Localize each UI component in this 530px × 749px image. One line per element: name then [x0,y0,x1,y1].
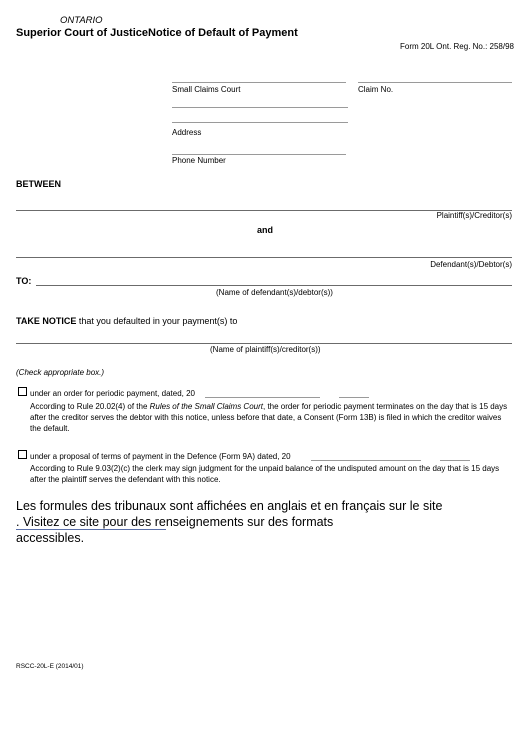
and-label: and [257,225,274,235]
website-link-underline[interactable] [16,529,166,530]
option1-checkbox[interactable] [18,387,27,396]
address-label: Address [172,128,202,137]
address-field-line-2[interactable] [172,122,348,123]
between-label: BETWEEN [16,179,61,189]
province-label: ONTARIO [60,15,103,26]
take-notice-rest: that you defaulted in your payment(s) to [76,316,238,326]
form-code: RSCC-20L-E (2014/01) [16,663,84,670]
option1-date-field[interactable] [205,397,320,398]
option1-text [30,401,508,434]
plaintiff-label: Plaintiff(s)/Creditor(s) [436,211,512,220]
option2-year-field[interactable] [440,460,470,461]
claim-number-field[interactable] [358,82,512,83]
option1-text-part1: According to Rule 20.02(4) of the [30,402,150,411]
check-instruction: (Check appropriate box.) [16,368,105,377]
option1-text-part2: , the order for periodic payment terminates on the day that is 15 days after the creditor serves the debtor with this notice, unless before that date, a Consent (Form 13B) is filed in which the creditor waives the default. [30,402,508,433]
option2-date-field[interactable] [311,460,421,461]
take-notice-bold: TAKE NOTICE [16,316,77,326]
form-title: Notice of Default of Payment [148,27,298,39]
defendant-field[interactable] [16,257,512,258]
option2-label: under a proposal of terms of payment in the Defence (Form 9A) dated, 20 [30,452,291,461]
french-notice-line-3: accessibles. [16,531,85,545]
french-notice-line-1: Les formules des tribunaux sont affichées en anglais et en français sur le site [16,499,443,513]
french-notice [16,498,516,546]
take-notice-text [16,316,237,327]
option1-year-field[interactable] [339,397,369,398]
plaintiff-name-field[interactable] [16,343,512,344]
court-label: Small Claims Court [172,85,241,94]
court-name-field[interactable] [172,82,346,83]
option1-rules-title: Rules of the Small Claims Court [149,402,263,411]
form-heading [16,27,298,39]
address-field-line-1[interactable] [172,107,348,108]
option1-label: under an order for periodic payment, dated, 20 [30,389,195,398]
claim-label: Claim No. [358,85,394,94]
plaintiff-name-label: (Name of plaintiff(s)/creditor(s)) [210,345,321,354]
option2-text: According to Rule 9.03(2)(c) the clerk may sign judgment for the unpaid balance of the undisputed amount on the day that is 15 days after the plaintiff serves the defendant with this notice. [30,464,500,484]
phone-label: Phone Number [172,156,226,165]
defendant-label: Defendant(s)/Debtor(s) [430,260,512,269]
court-name: Superior Court of Justice [16,27,149,39]
option2-checkbox[interactable] [18,450,27,459]
defendant-name-field[interactable] [36,285,512,286]
form-number: Form 20L Ont. Reg. No.: 258/98 [400,42,514,51]
phone-field[interactable] [172,154,346,155]
to-label: TO: [16,276,32,286]
defendant-name-label: (Name of defendant(s)/debtor(s)) [216,288,333,297]
french-notice-line-2: . Visitez ce site pour des renseignements sur des formats [16,515,334,529]
